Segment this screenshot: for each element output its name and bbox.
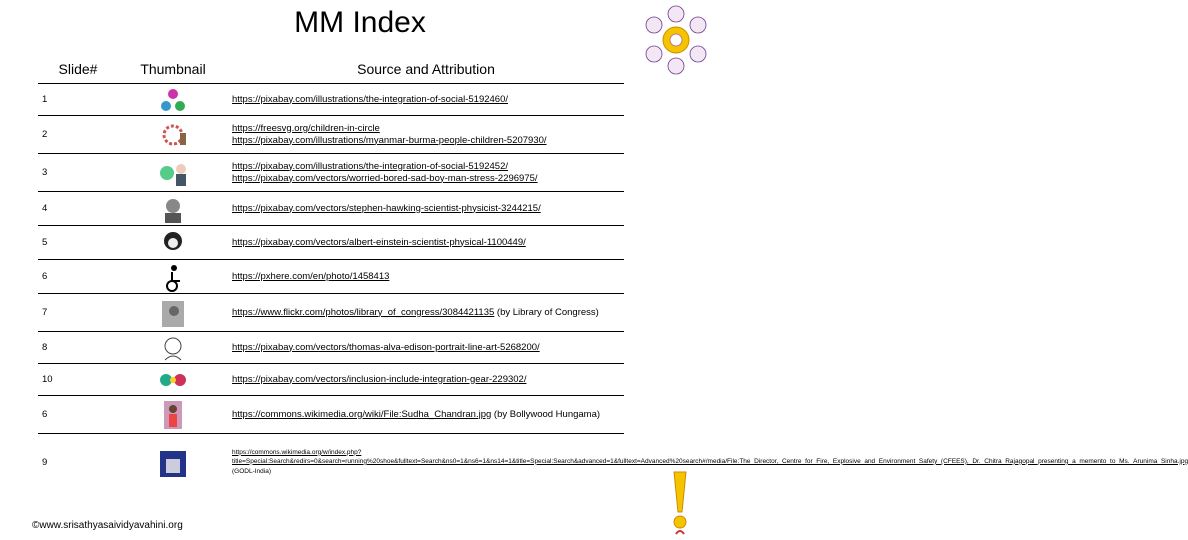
einstein-portrait bbox=[158, 229, 188, 257]
table-row bbox=[38, 116, 624, 154]
social-integration-icon bbox=[158, 86, 188, 114]
children-circle-icon bbox=[158, 121, 188, 149]
thumbnail-cell bbox=[118, 364, 228, 396]
sudha-chandran-photo bbox=[158, 401, 188, 429]
source-link[interactable]: https://pxhere.com/en/photo/1458413 bbox=[232, 270, 390, 282]
footer-website: ©www.srisathyasaividyavahini.org bbox=[32, 520, 183, 531]
thumbnail-cell bbox=[118, 294, 228, 332]
source-link[interactable]: https://commons.wikimedia.org/wiki/File:Sudha_Chandran.jpg bbox=[232, 408, 492, 420]
source-cell bbox=[228, 396, 624, 434]
source-link[interactable]: https://freesvg.org/children-in-circle bbox=[232, 122, 380, 134]
attribution-note: (by Bollywood Hungama) bbox=[491, 408, 601, 420]
source-cell bbox=[228, 154, 624, 192]
slide-number: 2 bbox=[38, 116, 118, 154]
thumbnail-cell bbox=[118, 116, 228, 154]
thumbnail-cell bbox=[118, 332, 228, 364]
source-cell bbox=[228, 226, 624, 260]
source-link[interactable]: https://pixabay.com/illustrations/the-integration-of-social-5192460/ bbox=[232, 93, 508, 105]
source-link[interactable]: https://commons.wikimedia.org/w/index.php?title=Special:Search&redirs=0&search=running%20shoe&fulltext=Search&ns0=1&ns6=1&ns14=1&title=Special:Search&advanced=1&fulltext=Advanced%20search#/media/File:The_Director,_Centre_for_Fire,_Explosive_and_Environment_Safety_(CFEES),_Dr._Chitra_Rajagopal_presenting_a_memento_to_Ms._Arunima_Sinha.jpg bbox=[232, 448, 1188, 465]
thumbnail-cell bbox=[118, 84, 228, 116]
source-link[interactable]: https://pixabay.com/illustrations/myanmar-burma-people-children-5207930/ bbox=[232, 134, 547, 146]
edison-portrait bbox=[158, 334, 188, 362]
source-link[interactable]: https://pixabay.com/vectors/stephen-hawking-scientist-physicist-3244215/ bbox=[232, 202, 541, 214]
slide-number: 10 bbox=[38, 364, 118, 396]
attribution-note: (by Library of Congress) bbox=[494, 306, 599, 318]
stephen-hawking-portrait bbox=[158, 195, 188, 223]
slide-number: 4 bbox=[38, 192, 118, 226]
worried-boy-icon bbox=[158, 159, 188, 187]
source-cell bbox=[228, 116, 624, 154]
thumbnail-cell bbox=[118, 154, 228, 192]
table-row bbox=[38, 226, 624, 260]
page-title: MM Index bbox=[294, 6, 426, 39]
source-link[interactable]: https://pixabay.com/vectors/inclusion-include-integration-gear-229302/ bbox=[232, 373, 527, 385]
source-link[interactable]: https://www.flickr.com/photos/library_of_congress/3084421135 bbox=[232, 306, 495, 318]
table-row bbox=[38, 260, 624, 294]
table-row bbox=[38, 84, 624, 116]
col-source-header: Source and Attribution bbox=[357, 61, 495, 77]
slide-number: 5 bbox=[38, 226, 118, 260]
source-link[interactable]: https://pixabay.com/vectors/worried-bored-sad-boy-man-stress-2296975/ bbox=[232, 172, 538, 184]
library-photo bbox=[158, 299, 188, 327]
media-index-table bbox=[38, 55, 1188, 492]
source-link[interactable]: https://pixabay.com/vectors/albert-einstein-scientist-physical-1100449/ bbox=[232, 236, 526, 248]
organization-logo bbox=[640, 4, 712, 76]
source-cell bbox=[228, 434, 1188, 492]
slide-number: 1 bbox=[38, 84, 118, 116]
source-cell bbox=[228, 332, 624, 364]
slide-number: 6 bbox=[38, 396, 118, 434]
attribution-note: (GODL-India) bbox=[232, 467, 272, 475]
thumbnail-cell bbox=[118, 226, 228, 260]
table-row bbox=[38, 364, 624, 396]
source-link[interactable]: https://pixabay.com/illustrations/the-integration-of-social-5192452/ bbox=[232, 160, 508, 172]
table-row bbox=[38, 396, 624, 434]
thumbnail-cell bbox=[118, 192, 228, 226]
source-link[interactable]: https://pixabay.com/vectors/thomas-alva-edison-portrait-line-art-5268200/ bbox=[232, 341, 540, 353]
inclusion-gears bbox=[158, 366, 188, 394]
slide-number: 8 bbox=[38, 332, 118, 364]
source-cell bbox=[228, 294, 624, 332]
table-row bbox=[38, 294, 624, 332]
col-thumbnail-header: Thumbnail bbox=[140, 61, 206, 77]
wheelchair-figure bbox=[158, 263, 188, 291]
slide-number: 9 bbox=[38, 434, 118, 492]
source-cell bbox=[228, 192, 624, 226]
source-cell bbox=[228, 84, 624, 116]
thumbnail-cell bbox=[118, 396, 228, 434]
thumbnail-cell bbox=[118, 434, 228, 492]
source-cell bbox=[228, 364, 624, 396]
col-slide-header: Slide# bbox=[58, 61, 98, 77]
slide-number: 6 bbox=[38, 260, 118, 294]
slide-number: 3 bbox=[38, 154, 118, 192]
exclamation-icon bbox=[668, 468, 692, 540]
award-photo bbox=[158, 449, 188, 477]
table-row bbox=[38, 332, 624, 364]
source-cell bbox=[228, 260, 624, 294]
table-row bbox=[38, 192, 624, 226]
thumbnail-cell bbox=[118, 260, 228, 294]
table-row bbox=[38, 154, 624, 192]
slide-number: 7 bbox=[38, 294, 118, 332]
table-row bbox=[38, 434, 624, 492]
